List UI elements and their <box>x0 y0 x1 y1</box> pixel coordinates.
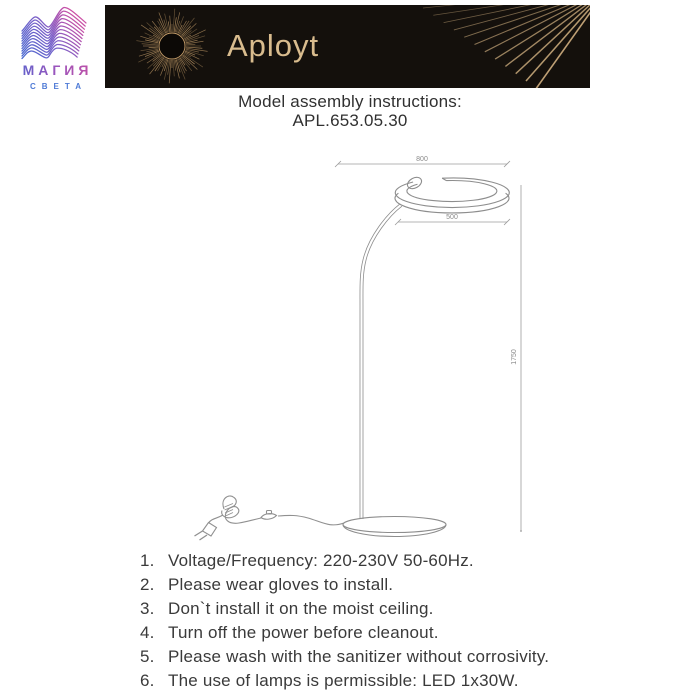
instruction-item: Please wash with the sanitizer without corrosivity. <box>168 647 550 666</box>
instruction-item: Don`t install it on the moist ceiling. <box>168 599 434 618</box>
logo-subtitle: СВЕТА <box>29 82 88 91</box>
cord-plug <box>203 523 217 537</box>
instruction-item: Voltage/Frequency: 220-230V 50-60Hz. <box>168 551 474 570</box>
dimension-height-label: 1750 <box>511 349 518 365</box>
wave-logo-icon <box>16 6 94 62</box>
model-number: APL.653.05.30 <box>292 111 408 130</box>
instruction-item: Turn off the power before cleanout. <box>168 623 439 642</box>
technical-drawing <box>180 145 545 550</box>
dimension-height <box>520 185 522 532</box>
logo-title: МАГИЯ <box>6 62 106 78</box>
rays-fan-icon <box>415 5 590 88</box>
sunburst-icon <box>123 5 223 88</box>
power-cord <box>195 496 345 540</box>
brand-name: Aployt <box>227 28 320 63</box>
lamp-stem <box>361 205 401 519</box>
lamp-base <box>343 517 446 537</box>
instruction-item: The use of lamps is permissible: LED 1x30W. <box>168 671 519 690</box>
magiya-sveta-logo <box>6 4 106 94</box>
lamp-ring <box>395 175 509 213</box>
dimension-ring-label: 500 <box>446 214 458 221</box>
instruction-item: Please wear gloves to install. <box>168 575 394 594</box>
dimension-width-label: 800 <box>416 156 428 163</box>
aployt-banner <box>105 5 590 88</box>
instructions-list <box>138 549 598 693</box>
title-block <box>0 92 700 130</box>
page-title: Model assembly instructions: <box>238 92 462 111</box>
